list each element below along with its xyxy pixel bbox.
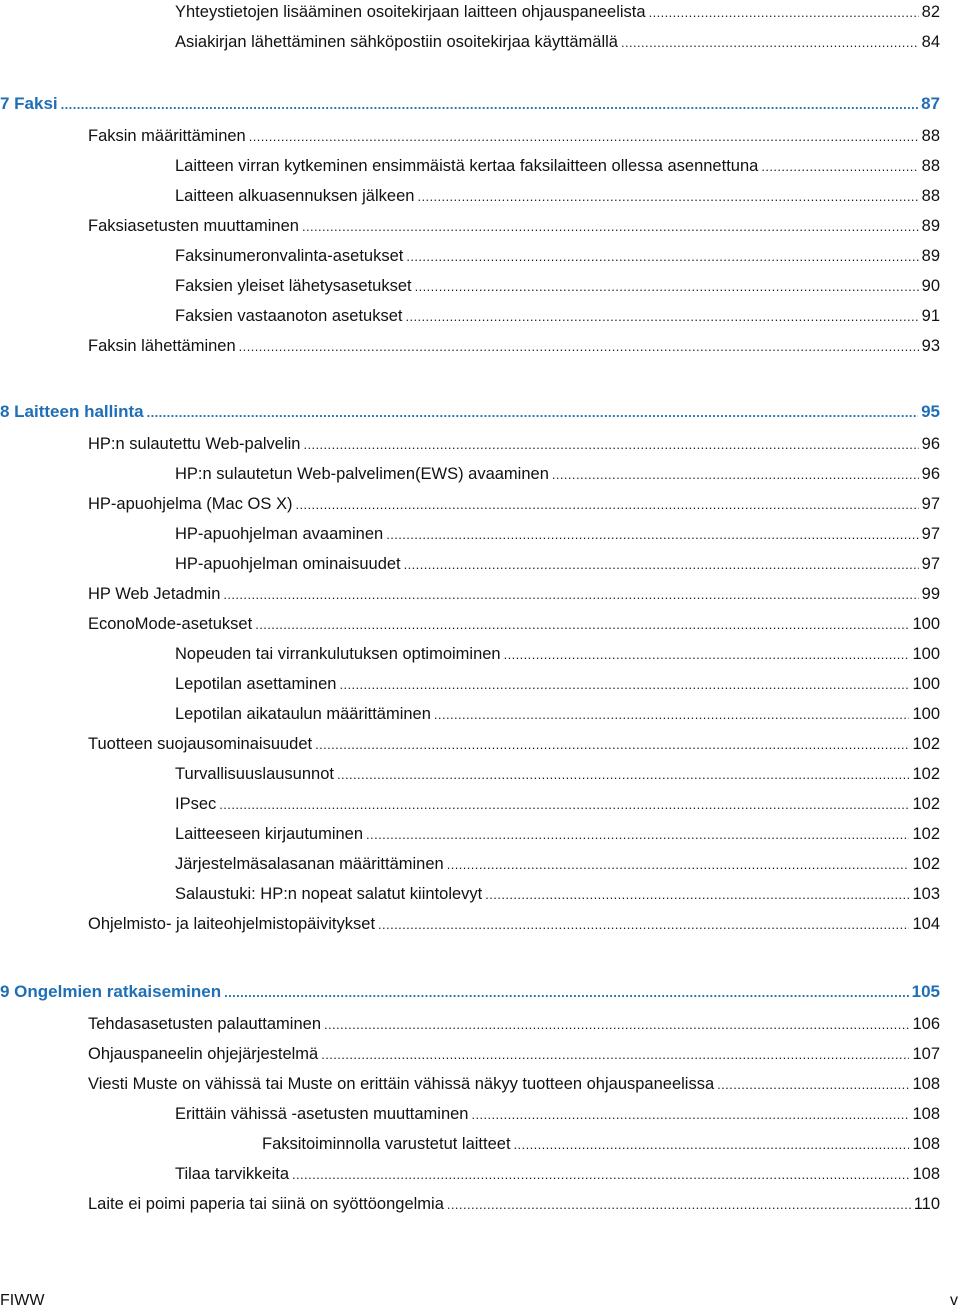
toc-entry-title: Ohjauspaneelin ohjejärjestelmä bbox=[88, 1045, 319, 1063]
dot-leader bbox=[552, 463, 919, 487]
toc-entry-page: 82 bbox=[921, 3, 940, 21]
dot-leader bbox=[649, 1, 919, 25]
toc-entry-page: 103 bbox=[912, 885, 940, 903]
toc-entry-title: 9 Ongelmien ratkaiseminen bbox=[0, 982, 222, 1001]
dot-leader bbox=[303, 433, 918, 457]
toc-entry[interactable] bbox=[0, 432, 940, 456]
toc-entry-page: 106 bbox=[912, 1015, 940, 1033]
toc-entry[interactable] bbox=[0, 274, 940, 298]
dot-leader bbox=[292, 1163, 909, 1187]
toc-entry[interactable] bbox=[0, 1042, 940, 1066]
toc-entry-title: Ohjelmisto- ja laiteohjelmistopäivitykset bbox=[88, 915, 376, 933]
toc-entry-page: 95 bbox=[921, 402, 940, 421]
toc-entry-title: IPsec bbox=[175, 795, 217, 813]
toc-entry-page: 102 bbox=[912, 855, 940, 873]
toc-entry-title: Laitteeseen kirjautuminen bbox=[175, 825, 364, 843]
toc-entry[interactable] bbox=[0, 304, 940, 328]
toc-entry-title: 7 Faksi bbox=[0, 94, 58, 113]
dot-leader bbox=[404, 553, 919, 577]
toc-entry[interactable] bbox=[0, 522, 940, 546]
toc-entry[interactable] bbox=[0, 762, 940, 786]
dot-leader bbox=[321, 1043, 909, 1067]
toc-entry-title: Faksiasetusten muuttaminen bbox=[88, 217, 299, 235]
toc-entry[interactable] bbox=[0, 30, 940, 54]
toc-entry-title: Faksin määrittäminen bbox=[88, 127, 246, 145]
toc-entry-title: Laitteen virran kytkeminen ensimmäistä kertaa faksilaitteen ollessa asennettuna bbox=[175, 157, 759, 175]
toc-entry-title: Asiakirjan lähettäminen sähköpostiin osoitekirjaa käyttämällä bbox=[175, 33, 618, 51]
toc-entry-title: Lepotilan asettaminen bbox=[175, 675, 337, 693]
dot-leader bbox=[417, 185, 918, 209]
dot-leader bbox=[324, 1013, 909, 1037]
dot-leader bbox=[337, 763, 909, 787]
toc-entry-page: 88 bbox=[921, 127, 940, 145]
toc-entry-title: Laitteen alkuasennuksen jälkeen bbox=[175, 187, 415, 205]
dot-leader bbox=[223, 583, 918, 607]
toc-entry-title: EconoMode-asetukset bbox=[88, 615, 253, 633]
toc-entry[interactable] bbox=[0, 154, 940, 178]
toc-entry[interactable] bbox=[0, 334, 940, 358]
toc-entry[interactable] bbox=[0, 672, 940, 696]
toc-entry-page: 100 bbox=[912, 615, 940, 633]
toc-entry[interactable] bbox=[0, 552, 940, 576]
dot-leader bbox=[249, 125, 919, 149]
toc-entry-page: 102 bbox=[912, 735, 940, 753]
dot-leader bbox=[415, 275, 919, 299]
toc-entry-page: 108 bbox=[912, 1135, 940, 1153]
dot-leader bbox=[219, 793, 909, 817]
toc-entry-page: 102 bbox=[912, 765, 940, 783]
toc-entry-page: 105 bbox=[911, 982, 940, 1001]
toc-entry[interactable] bbox=[0, 912, 940, 936]
toc-entry-page: 110 bbox=[913, 1195, 940, 1213]
dot-leader bbox=[504, 643, 910, 667]
toc-entry[interactable] bbox=[0, 1072, 940, 1096]
dot-leader bbox=[447, 853, 910, 877]
dot-leader bbox=[239, 335, 919, 359]
toc-entry-title: Lepotilan aikataulun määrittäminen bbox=[175, 705, 431, 723]
toc-entry-title: HP:n sulautettu Web-palvelin bbox=[88, 435, 301, 453]
toc-entry-title: HP-apuohjelman avaaminen bbox=[175, 525, 384, 543]
toc-entry-page: 107 bbox=[912, 1045, 940, 1063]
dot-leader bbox=[147, 401, 918, 425]
toc-entry[interactable] bbox=[0, 124, 940, 148]
toc-entry-title: HP:n sulautetun Web-palvelimen(EWS) avaaminen bbox=[175, 465, 549, 483]
toc-entry-page: 97 bbox=[921, 555, 940, 573]
dot-leader bbox=[224, 981, 909, 1005]
toc-entry-page: 104 bbox=[912, 915, 940, 933]
toc-entry-page: 108 bbox=[912, 1165, 940, 1183]
toc-entry-title: Salaustuki: HP:n nopeat salatut kiintolevyt bbox=[175, 885, 483, 903]
toc-entry-title: Nopeuden tai virrankulutuksen optimoiminen bbox=[175, 645, 501, 663]
toc-entry-page: 100 bbox=[912, 675, 940, 693]
dot-leader bbox=[406, 245, 918, 269]
toc-entry[interactable] bbox=[0, 732, 940, 756]
dot-leader bbox=[302, 215, 919, 239]
toc-entry-page: 84 bbox=[921, 33, 940, 51]
toc-entry-title: HP Web Jetadmin bbox=[88, 585, 221, 603]
dot-leader bbox=[434, 703, 910, 727]
dot-leader bbox=[761, 155, 918, 179]
toc-entry-title: HP-apuohjelma (Mac OS X) bbox=[88, 495, 293, 513]
toc-entry-title: Tilaa tarvikkeita bbox=[175, 1165, 290, 1183]
toc-entry-page: 97 bbox=[921, 495, 940, 513]
toc-entry-page: 108 bbox=[912, 1105, 940, 1123]
dot-leader bbox=[485, 883, 909, 907]
footer-label: FIWW bbox=[0, 1292, 45, 1309]
toc-entry[interactable] bbox=[0, 582, 940, 606]
toc-entry[interactable] bbox=[0, 642, 940, 666]
toc-entry-page: 93 bbox=[921, 337, 940, 355]
dot-leader bbox=[296, 493, 919, 517]
toc-entry[interactable] bbox=[0, 882, 940, 906]
toc-entry[interactable] bbox=[0, 214, 940, 238]
toc-entry-title: Tuotteen suojausominaisuudet bbox=[88, 735, 313, 753]
toc-entry-page: 88 bbox=[921, 157, 940, 175]
toc-entry[interactable] bbox=[0, 462, 940, 486]
toc-entry-page: 91 bbox=[921, 307, 940, 325]
dot-leader bbox=[315, 733, 909, 757]
toc-entry-page: 88 bbox=[921, 187, 940, 205]
toc-entry-page: 100 bbox=[912, 705, 940, 723]
toc-entry-page: 102 bbox=[912, 795, 940, 813]
toc-entry[interactable] bbox=[0, 1012, 940, 1036]
dot-leader bbox=[717, 1073, 909, 1097]
toc-entry-title: Faksinumeronvalinta-asetukset bbox=[175, 247, 404, 265]
toc-entry-page: 102 bbox=[912, 825, 940, 843]
toc-entry[interactable] bbox=[0, 1192, 940, 1216]
toc-entry-title: Faksin lähettäminen bbox=[88, 337, 236, 355]
dot-leader bbox=[405, 305, 918, 329]
dot-leader bbox=[621, 31, 919, 55]
toc-entry-page: 97 bbox=[921, 525, 940, 543]
toc-entry-page: 89 bbox=[921, 247, 940, 265]
toc-entry[interactable] bbox=[0, 1102, 940, 1126]
toc-entry[interactable] bbox=[0, 184, 940, 208]
toc-entry[interactable] bbox=[0, 1132, 940, 1156]
toc-entry-page: 87 bbox=[921, 94, 940, 113]
toc-entry-page: 96 bbox=[921, 465, 940, 483]
dot-leader bbox=[471, 1103, 909, 1127]
toc-entry-title: Yhteystietojen lisääminen osoitekirjaan laitteen ohjauspaneelista bbox=[175, 3, 646, 21]
toc-chapter-entry[interactable] bbox=[0, 400, 940, 424]
toc-entry-title: Faksitoiminnolla varustetut laitteet bbox=[262, 1135, 511, 1153]
dot-leader bbox=[366, 823, 909, 847]
dot-leader bbox=[378, 913, 909, 937]
toc-chapter-entry[interactable] bbox=[0, 92, 940, 116]
toc-entry[interactable] bbox=[0, 244, 940, 268]
toc-entry-title: HP-apuohjelman ominaisuudet bbox=[175, 555, 401, 573]
toc-entry-page: 108 bbox=[912, 1075, 940, 1093]
dot-leader bbox=[61, 93, 918, 117]
toc-entry-title: Erittäin vähissä -asetusten muuttaminen bbox=[175, 1105, 469, 1123]
page-number: v bbox=[950, 1292, 958, 1309]
toc-entry[interactable] bbox=[0, 0, 940, 24]
toc-entry-page: 100 bbox=[912, 645, 940, 663]
toc-entry[interactable] bbox=[0, 702, 940, 726]
toc-entry[interactable] bbox=[0, 1162, 940, 1186]
toc-entry[interactable] bbox=[0, 492, 940, 516]
toc-entry[interactable] bbox=[0, 822, 940, 846]
toc-chapter-entry[interactable] bbox=[0, 980, 940, 1004]
dot-leader bbox=[255, 613, 909, 637]
toc-entry-title: Viesti Muste on vähissä tai Muste on erittäin vähissä näkyy tuotteen ohjauspaneelissa bbox=[88, 1075, 715, 1093]
toc-entry-page: 96 bbox=[921, 435, 940, 453]
toc-entry-title: Tehdasasetusten palauttaminen bbox=[88, 1015, 321, 1033]
toc-entry[interactable] bbox=[0, 612, 940, 636]
toc-entry-title: Faksien vastaanoton asetukset bbox=[175, 307, 403, 325]
dot-leader bbox=[514, 1133, 910, 1157]
toc-entry-page: 90 bbox=[921, 277, 940, 295]
toc-entry[interactable] bbox=[0, 792, 940, 816]
toc-entry[interactable] bbox=[0, 852, 940, 876]
toc-entry-title: Järjestelmäsalasanan määrittäminen bbox=[175, 855, 444, 873]
toc-entry-page: 89 bbox=[921, 217, 940, 235]
dot-leader bbox=[447, 1193, 911, 1217]
toc-entry-title: Turvallisuuslausunnot bbox=[175, 765, 334, 783]
toc-entry-page: 99 bbox=[921, 585, 940, 603]
toc-entry-title: Faksien yleiset lähetysasetukset bbox=[175, 277, 412, 295]
dot-leader bbox=[386, 523, 918, 547]
dot-leader bbox=[339, 673, 909, 697]
toc-entry-title: Laite ei poimi paperia tai siinä on syöttöongelmia bbox=[88, 1195, 444, 1213]
toc-entry-title: 8 Laitteen hallinta bbox=[0, 402, 144, 421]
